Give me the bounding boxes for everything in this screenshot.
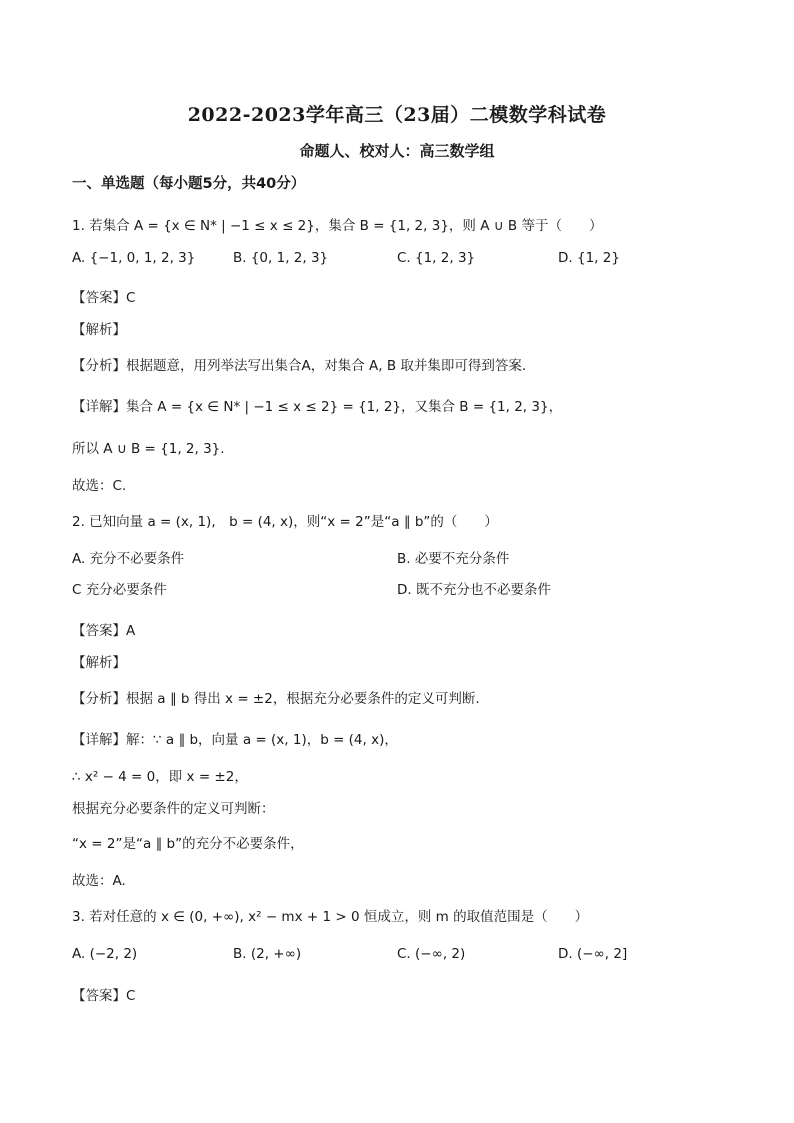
q3-option-b: B. (2, +∞)	[233, 946, 302, 962]
q1-option-a: A. {−1, 0, 1, 2, 3}	[72, 250, 196, 266]
q2-detail-1: 【详解】解：∵ a ∥ b，向量 a = (x, 1)，b = (4, x)，	[72, 732, 398, 748]
q2-fenxi: 【分析】根据 a ∥ b 得出 x = ±2，根据充分必要条件的定义可判断.	[72, 691, 480, 707]
q2-answer: 【答案】A	[72, 623, 136, 639]
q2-detail-2: ∴ x² − 4 = 0，即 x = ±2，	[72, 769, 248, 785]
q2-detail-3: 根据充分必要条件的定义可判断：	[72, 801, 275, 817]
q2-option-b: B. 必要不充分条件	[397, 551, 510, 567]
q3-option-c: C. (−∞, 2)	[397, 946, 466, 962]
q1-detail-2: 所以 A ∪ B = {1, 2, 3}.	[72, 441, 225, 457]
q1-answer: 【答案】C	[72, 290, 136, 306]
q1-detail-1: 【详解】集合 A = {x ∈ N* | −1 ≤ x ≤ 2} = {1, 2}，又集合 B = {1, 2, 3}，	[72, 399, 563, 415]
q3-stem: 3. 若对任意的 x ∈ (0, +∞), x² − mx + 1 > 0 恒成立，则 m 的取值范围是（ ）	[72, 909, 589, 925]
q2-stem: 2. 已知向量 a = (x, 1), b = (4, x)，则“x = 2”是“a ∥ b”的（ ）	[72, 514, 498, 530]
q1-stem: 1. 若集合 A = {x ∈ N* | −1 ≤ x ≤ 2}，集合 B = {1, 2, 3}，则 A ∪ B 等于（ ）	[72, 218, 603, 234]
q1-option-b: B. {0, 1, 2, 3}	[233, 250, 329, 266]
q3-option-d: D. (−∞, 2]	[558, 946, 628, 962]
q2-detail-4: “x = 2”是“a ∥ b”的充分不必要条件，	[72, 836, 304, 852]
page-subtitle: 命题人、校对人：高三数学组	[299, 142, 495, 160]
q1-option-c: C. {1, 2, 3}	[397, 250, 476, 266]
q1-choice: 故选：C.	[72, 478, 127, 494]
q1-analysis: 【解析】	[72, 322, 126, 338]
section-heading: 一、单选题（每小题5分，共40分）	[72, 176, 306, 192]
q1-fenxi: 【分析】根据题意，用列举法写出集合A，对集合 A, B 取并集即可得到答案.	[72, 358, 527, 374]
q2-option-c: C 充分必要条件	[72, 582, 167, 598]
q2-choice: 故选：A.	[72, 873, 126, 889]
page-title: 2022-2023学年高三（23届）二模数学科试卷	[187, 104, 607, 126]
q2-analysis: 【解析】	[72, 655, 126, 671]
q1-option-d: D. {1, 2}	[558, 250, 620, 266]
q3-answer: 【答案】C	[72, 988, 136, 1004]
q2-option-d: D. 既不充分也不必要条件	[397, 582, 551, 598]
q3-option-a: A. (−2, 2)	[72, 946, 138, 962]
q2-option-a: A. 充分不必要条件	[72, 551, 185, 567]
